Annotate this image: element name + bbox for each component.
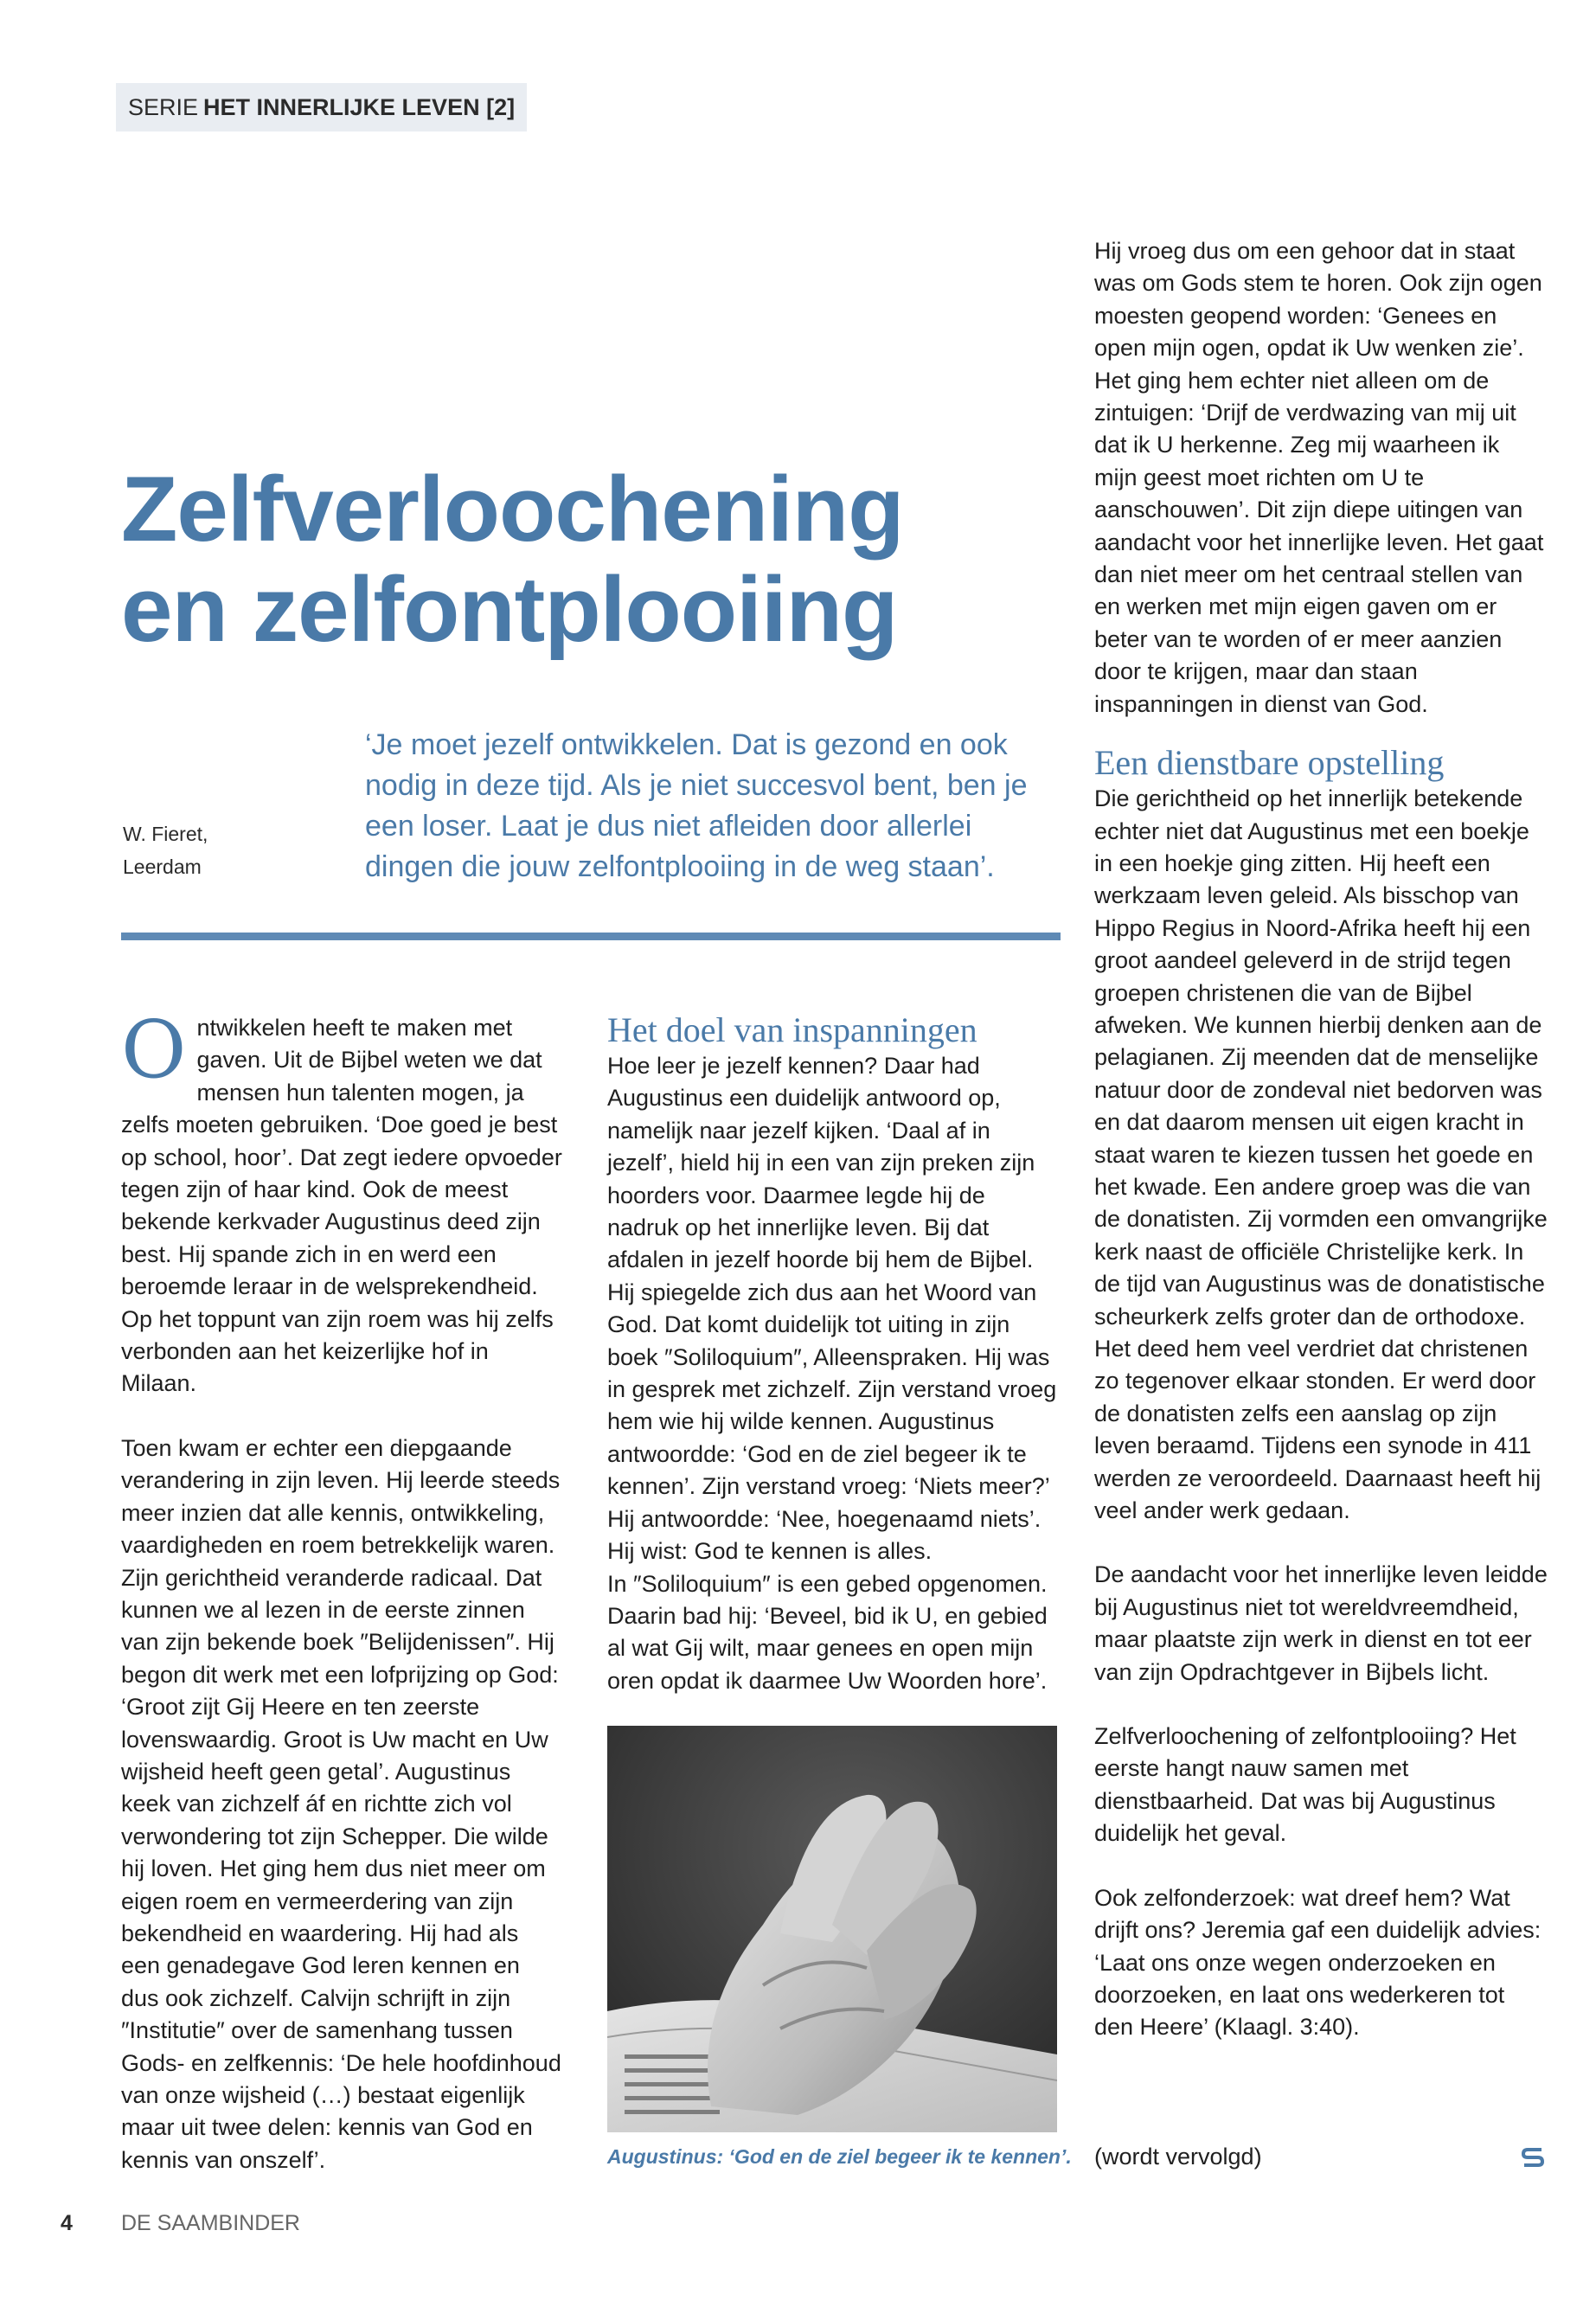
title-line-1: Zelfverloochening bbox=[121, 457, 904, 561]
title-line-2: en zelfontplooiing bbox=[121, 557, 898, 661]
paragraph: Zelfverloochening of zelfontplooiing? Het eerste hangt nauw samen met dienstbaarheid. Dat was bij Augustinus duidelijk het geval. bbox=[1094, 1723, 1516, 1847]
paragraph: Hij vroeg dus om een gehoor dat in staat was om Gods stem te horen. Ook zijn ogen moesten geopend worden: ‘Genees en open mijn ogen, opdat ik Uw wenken zie’. Het ging hem echter niet alleen om de zintuigen: ‘Drijf de verdwazing van mij uit dat ik U herkenne. Zeg mij waarheen ik mijn geest moet richten om U te aanschouwen’. Dit zijn diepe uitingen van aandacht voor het innerlijke leven. Het gaat dan niet meer om het centraal stellen van en werken met mijn eigen gaven om er beter van te worden of er meer aanzien door te krijgen, maar dan staan inspanningen in dienst van God. bbox=[1094, 238, 1544, 717]
lead-quote: ‘Je moet jezelf ontwikkelen. Dat is gezond en ook nodig in deze tijd. Als je niet succesvol bent, ben je een loser. Laat je dus niet afleiden door allerlei dingen die jouw zelfontplooiing in de weg staan’. bbox=[365, 728, 1028, 883]
author-name: W. Fieret, bbox=[123, 823, 208, 845]
text-column-2 bbox=[607, 1012, 1057, 1697]
continued-note: (wordt vervolgd) bbox=[1094, 2144, 1262, 2170]
paragraph: Hoe leer je jezelf kennen? Daar had Augustinus een duidelijk antwoord op, namelijk naar jezelf kijken. ‘Daal af in jezelf’, hield hij in een van zijn preken zijn hoorders voor. Daarmee legde hij de nadruk op het innerlijke leven. Bij dat afdalen in jezelf hoorde bij hem de Bijbel. Hij spiegelde zich dus aan het Woord van God. Dat komt duidelijk tot uiting in zijn boek ″Soliloquium″, Alleenspraken. Hij was in gesprek met zichzelf. Zijn verstand vroeg hem wie hij wilde kennen. Augustinus antwoordde: ‘God en de ziel begeer ik te kennen’. Zijn verstand vroeg: ‘Niets meer?’ Hij antwoordde: ‘Nee, hoegenaamd niets’. Hij wist: God te kennen is alles. bbox=[607, 1053, 1057, 1565]
paragraph bbox=[121, 1003, 562, 1400]
paragraph: In ″Soliloquium″ is een gebed opgenomen. Daarin bad hij: ‘Beveel, bid ik U, en gebied al wat Gij wilt, maar genees en open mijn oren opdat ik daarmee Uw Woorden hore’. bbox=[607, 1570, 1048, 1694]
saambinder-s-mark-icon bbox=[1521, 2145, 1545, 2170]
paragraph: Ook zelfonderzoek: wat dreef hem? Wat drijft ons? Jeremia gaf een duidelijk advies: ‘Laat ons onze wegen onderzoeken en doorzoeken, en laat ons wederkeren tot den Heere’ (Klaagl. 3:40). bbox=[1094, 1884, 1542, 2041]
drop-cap: O bbox=[121, 1003, 187, 1096]
article-title bbox=[121, 458, 1038, 659]
author-byline bbox=[123, 817, 253, 883]
divider-rule bbox=[121, 933, 1061, 940]
paragraph: Die gerichtheid op het innerlijk betekende echter niet dat Augustinus met een boekje in een hoekje ging zitten. Hij heeft een werkzaam leven geleid. Als bisschop van Hippo Regius in Noord-Afrika heeft hij een groot aandeel geleverd in de strijd tegen groepen christenen die van de Bijbel afweken. We kunnen hierbij denken aan de pelagianen. Zij meenden dat de menselijke natuur door de zondeval niet bedorven was en dat daarom mensen uit eigen kracht in staat waren te kiezen tussen het goede en het kwade. Een andere groep was die van de donatisten. Zij vormden een omvangrijke kerk naast de officiële Christelijke kerk. In de tijd van Augustinus was de donatistische scheurkerk zelfs groter dan de orthodoxe. Het deed hem veel verdriet dat christenen zo tegenover elkaar stonden. Er werd door de donatisten zelfs een aanslag op zijn leven beraamd. Tijdens een synode in 411 werden ze veroordeeld. Daarnaast heeft hij veel ander werk gedaan. bbox=[1094, 785, 1548, 1524]
author-place: Leerdam bbox=[123, 856, 202, 878]
praying-hands-photo bbox=[607, 1726, 1057, 2132]
paragraph: De aandacht voor het innerlijke leven leidde bij Augustinus niet tot wereldvreemdheid, maar plaatste zijn werk in dienst en tot eer van zijn Opdrachtgever in Bijbels licht. bbox=[1094, 1561, 1548, 1685]
text-column-1 bbox=[121, 1003, 562, 2176]
photo-caption: Augustinus: ‘God en de ziel begeer ik te kennen’. bbox=[607, 2145, 1072, 2168]
series-label bbox=[116, 83, 527, 131]
praying-hands-illustration bbox=[607, 1726, 1057, 2132]
section-heading: Een dienstbare opstelling bbox=[1094, 743, 1445, 783]
text-column-3 bbox=[1094, 235, 1548, 2044]
page-number: 4 bbox=[61, 2211, 73, 2235]
section-heading: Het doel van inspanningen bbox=[607, 1010, 977, 1049]
publication-name: DE SAAMBINDER bbox=[121, 2211, 300, 2235]
paragraph-text: ntwikkelen heeft te maken met gaven. Uit de Bijbel weten we dat mensen hun talenten mogen, ja zelfs moeten gebruiken. ‘Doe goed je best op school, hoor’. Dat zegt iedere opvoeder tegen zijn of haar kind. Ook de meest bekende kerkvader Augustinus deed zijn best. Hij spande zich in en werd een beroemde leraar in de welsprekendheid. Op het toppunt van zijn roem was hij zelfs verbonden aan het keizerlijke hof in Milaan. bbox=[121, 1015, 562, 1397]
series-title: HET INNERLIJKE LEVEN [2] bbox=[203, 93, 516, 120]
paragraph: Toen kwam er echter een diepgaande verandering in zijn leven. Hij leerde steeds meer inzien dat alle kennis, ontwikkeling, vaardigheden en roem betrekkelijk waren. Zijn gerichtheid veranderde radicaal. Dat kunnen we al lezen in de eerste zinnen van zijn bekende boek ″Belijdenissen″. Hij begon dit werk met een lofprijzing op God: ‘Groot zijt Gij Heere en ten zeerste lovenswaardig. Groot is Uw macht en Uw wijsheid heeft geen getal’. Augustinus keek van zichzelf áf en richtte zich vol verwondering tot zijn Schepper. Die wilde hij loven. Het ging hem dus niet meer om eigen roem en vermeerdering van zijn bekendheid en waardering. Hij had als een genadegave God leren kennen en dus ook zichzelf. Calvijn schrijft in zijn ″Institutie″ over de samenhang tussen Gods- en zelfkennis: ‘De hele hoofdinhoud van onze wijsheid (…) bestaat eigenlijk maar uit twee delen: kennis van God en kennis van onszelf’. bbox=[121, 1434, 561, 2173]
series-prefix: SERIE bbox=[128, 93, 199, 120]
